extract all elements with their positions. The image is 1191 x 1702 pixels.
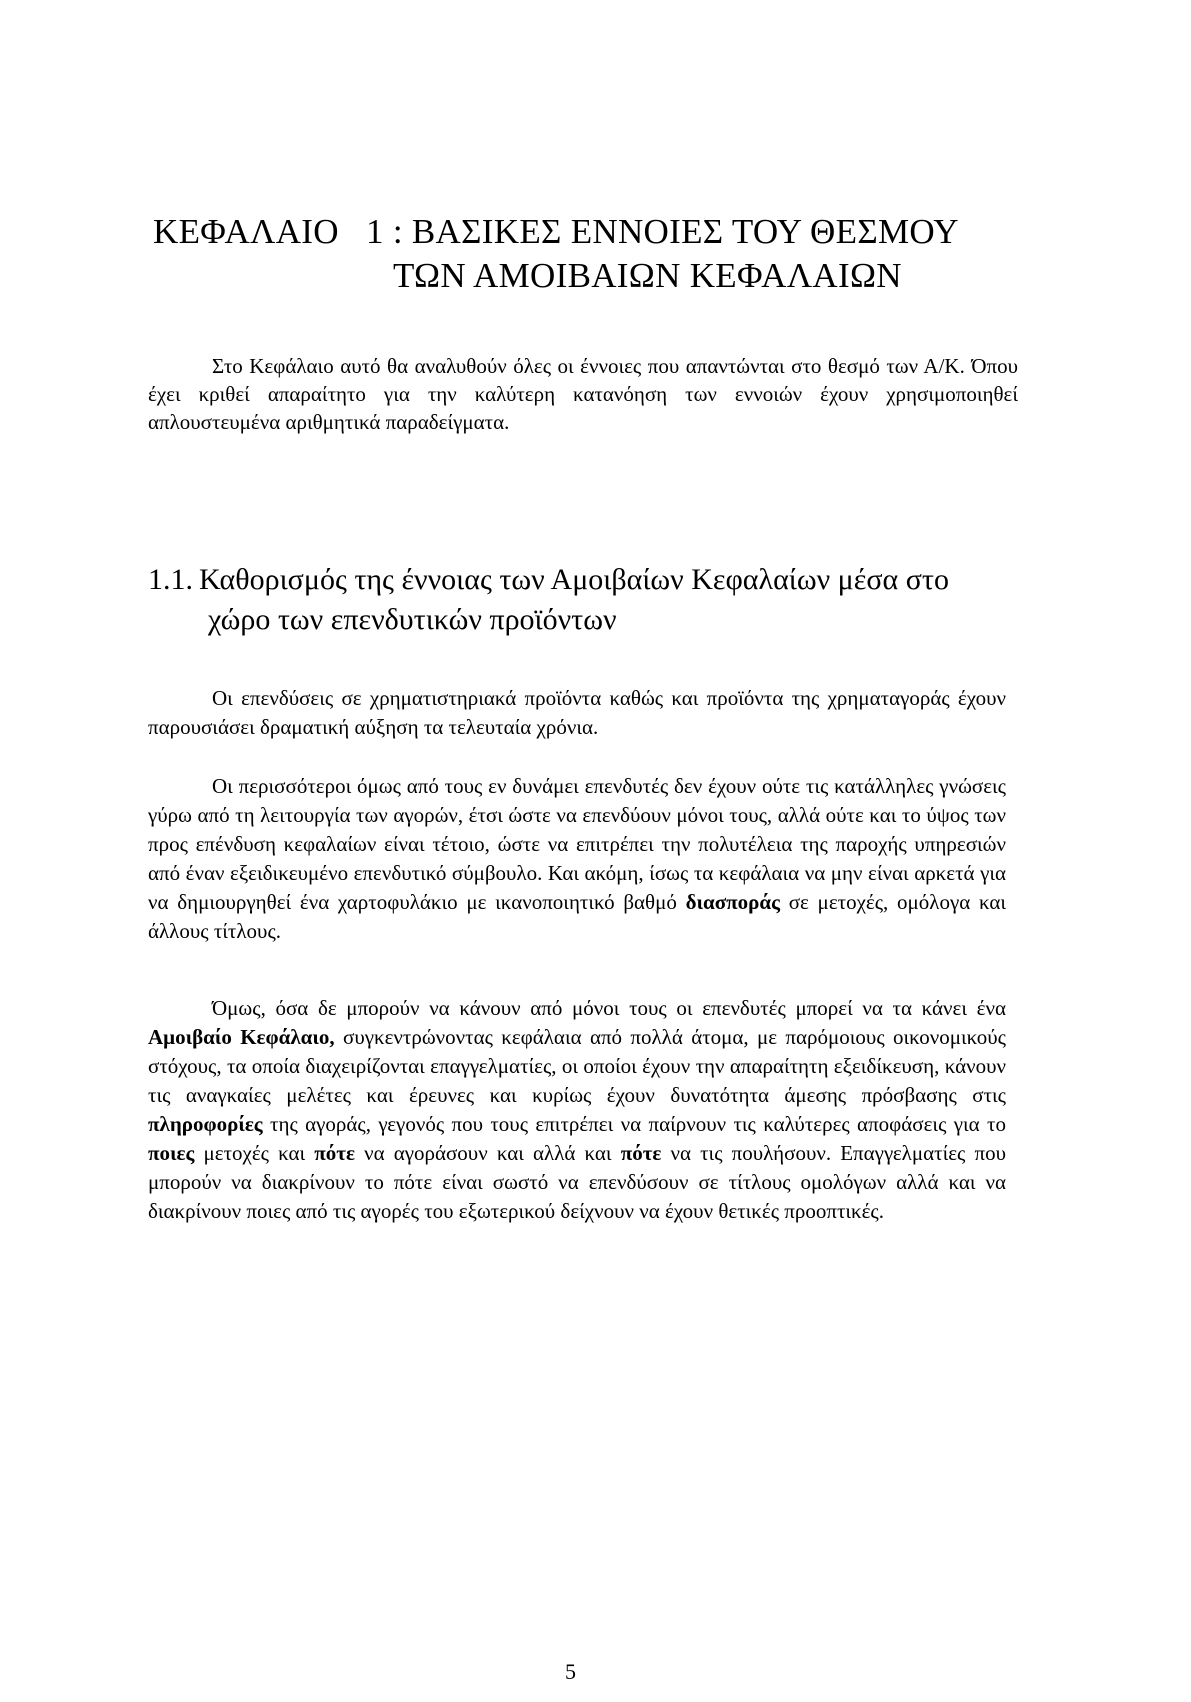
section-title-line2: χώρο των επενδυτικών προϊόντων: [208, 603, 617, 636]
paragraph-3-bold-3: ποιες: [148, 1141, 195, 1165]
paragraph-1-text: Οι επενδύσεις σε χρηματιστηριακά προϊόντα καθώς και προϊόντα της χρηματαγοράς έχουν παρουσιάσει δραματική αύξηση τα τελευταία χρόνια.: [148, 686, 1006, 739]
paragraph-2-text-a: Οι περισσότεροι όμως από τους εν δυνάμει επενδυτές δεν έχουν ούτε τις κατάλληλες γνώσεις γύρω από τη λειτουργία των αγορών, έτσι ώστε να επενδύουν μόνοι τους, αλλά ούτε και το ύψος των προς επένδυση κεφαλαίων είναι τέτοιο, ώστε να επιτρέπει την πολυτέλεια της παροχής υπηρεσιών από έναν εξειδικευμένο επενδυτικό σύμβουλο. Και ακόμη, ίσως τα κεφάλαια να μην είναι αρκετά για να δημιουργηθεί ένα χαρτοφυλάκιο με ικανοποιητικό βαθμό: [148, 774, 1006, 914]
paragraph-1: [148, 684, 1006, 742]
paragraph-3: [148, 994, 1006, 1226]
paragraph-3-text-b: συγκεντρώνοντας κεφάλαια από πολλά άτομα, με παρόμοιους οικονομικούς στόχους, τα οποία διαχειρίζονται επαγγελματίες, οι οποίοι έχουν την απαραίτητη εξειδίκευση, κάνουν τις αναγκαίες μελέτες και έρευνες και κυρίως έχουν δυνατότητα άμεσης πρόσβασης στις: [148, 1025, 1006, 1107]
paragraph-2-bold: διασποράς: [685, 890, 780, 914]
chapter-title: [153, 210, 1053, 298]
section-heading: [148, 560, 1018, 640]
paragraph-3-text-e: να αγοράσουν και αλλά και: [354, 1141, 621, 1165]
section-title-line1: Καθορισμός της έννοιας των Αμοιβαίων Κεφαλαίων μέσα στο: [199, 563, 949, 596]
paragraph-3-bold-5: πότε: [620, 1141, 662, 1165]
chapter-title-line2: ΤΩΝ ΑΜΟΙΒΑΙΩΝ ΚΕΦΑΛΑΙΩΝ: [393, 256, 902, 295]
paragraph-3-bold-1: Αμοιβαίο Κεφάλαιο,: [148, 1025, 335, 1049]
paragraph-3-bold-4: πότε: [314, 1141, 355, 1165]
page-number: 5: [565, 1659, 576, 1684]
intro-text: Στο Κεφάλαιο αυτό θα αναλυθούν όλες οι έννοιες που απαντώνται στο θεσμό των Α/Κ. Όπου έχει κριθεί απαραίτητο για την καλύτερη κατανόηση των εννοιών έχουν χρησιμοποιηθεί απλουστευμένα αριθμητικά παραδείγματα.: [148, 354, 1018, 434]
section-number: 1.1.: [148, 563, 193, 596]
paragraph-3-text-f: να τις πουλήσουν. Επαγγελματίες που μπορούν να διακρίνουν το πότε είναι σωστό να επενδύσουν σε τίτλους ομολόγων αλλά και να διακρίνουν ποιες από τις αγορές του εξωτερικού δείχνουν να έχουν θετικές προοπτικές.: [148, 1141, 1006, 1223]
intro-paragraph: [148, 352, 1018, 436]
paragraph-2-text-b: σε μετοχές, ομόλογα και άλλους τίτλους.: [148, 890, 1006, 943]
paragraph-3-text-a: Όμως, όσα δε μπορούν να κάνουν από μόνοι τους οι επενδυτές μπορεί να τα κάνει ένα: [212, 996, 1006, 1020]
paragraph-3-text-c: της αγοράς, γεγονός που τους επιτρέπει να παίρνουν τις καλύτερες αποφάσεις για το: [262, 1112, 1006, 1136]
paragraph-3-text-d: μετοχές και: [194, 1141, 315, 1165]
chapter-title-line1: ΚΕΦΑΛΑΙΟ 1 : ΒΑΣΙΚΕΣ ΕΝΝΟΙΕΣ ΤΟΥ ΘΕΣΜΟΥ: [153, 212, 959, 251]
paragraph-2: [148, 772, 1006, 946]
paragraph-3-bold-2: πληροφορίες: [148, 1112, 263, 1136]
